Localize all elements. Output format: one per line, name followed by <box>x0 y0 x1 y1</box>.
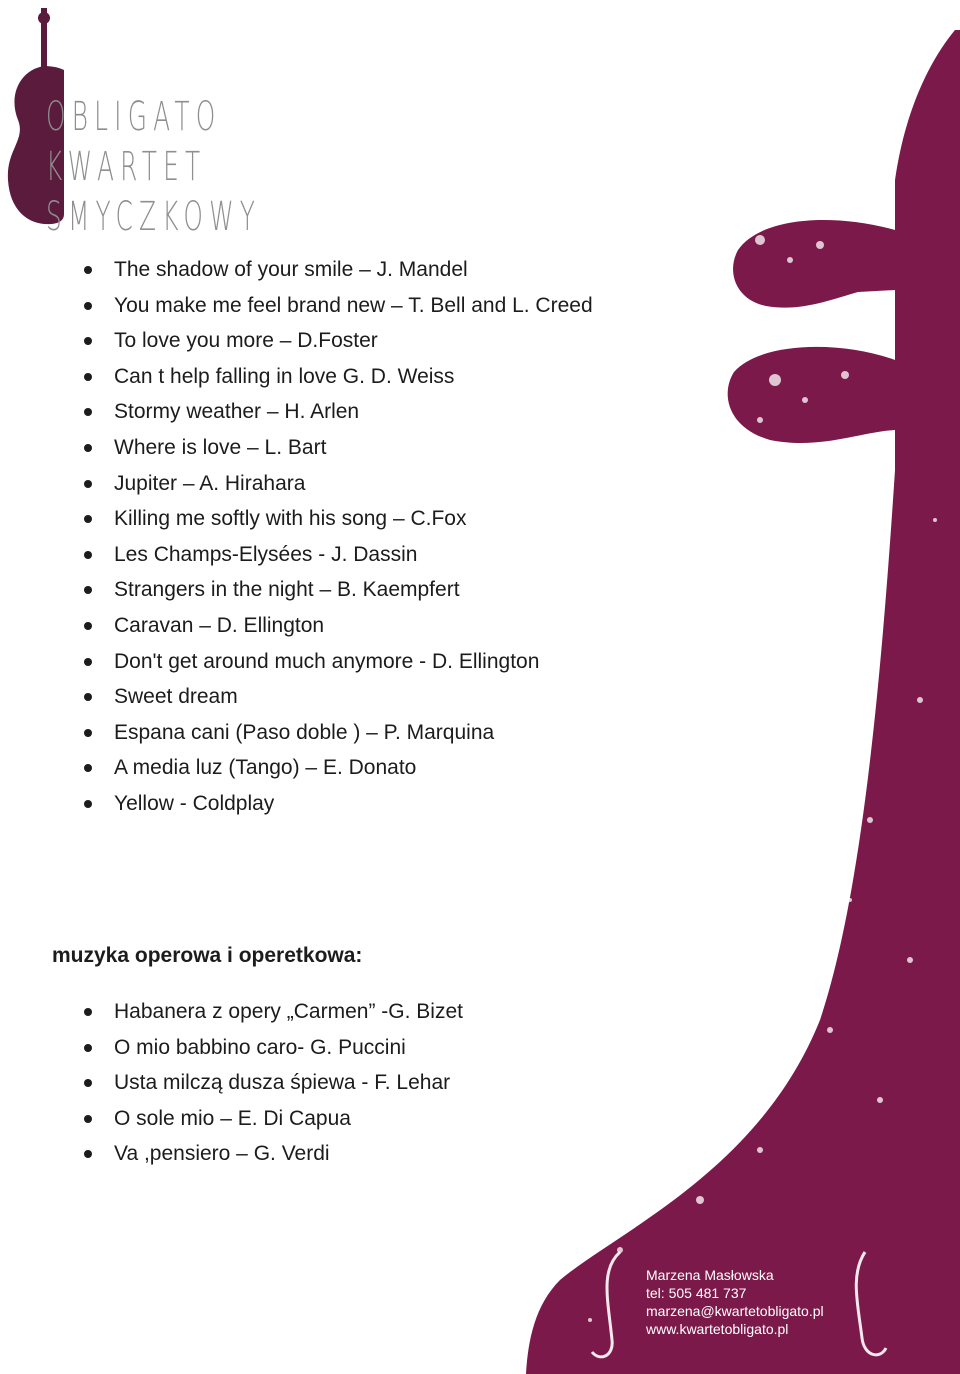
list-item-text: O mio babbino caro- G. Puccini <box>114 1035 406 1059</box>
bullet-icon <box>84 1150 92 1158</box>
repertoire-list <box>84 252 593 822</box>
list-item <box>84 994 463 1030</box>
list-item-text: Don't get around much anymore - D. Ellington <box>114 649 540 673</box>
list-item-text: Usta milczą dusza śpiewa - F. Lehar <box>114 1071 451 1095</box>
bullet-icon <box>84 622 92 630</box>
bullet-icon <box>84 1115 92 1123</box>
bullet-icon <box>84 1044 92 1052</box>
list-item-text: Stormy weather – H. Arlen <box>114 400 360 424</box>
list-item <box>84 430 593 466</box>
list-item-text: Strangers in the night – B. Kaempfert <box>114 578 460 602</box>
list-item <box>84 252 593 288</box>
list-item <box>84 501 593 537</box>
list-item-text: To love you more – D.Foster <box>114 329 378 353</box>
bullet-icon <box>84 764 92 772</box>
list-item-text: The shadow of your smile – J. Mandel <box>114 258 468 281</box>
section-heading: muzyka operowa i operetkowa: <box>52 944 363 967</box>
logo-line-1: OBLIGATO <box>46 94 222 140</box>
bullet-icon <box>84 480 92 488</box>
bullet-icon <box>84 373 92 381</box>
bullet-icon <box>84 658 92 666</box>
logo-line-3: SMYCZKOWY <box>46 194 262 240</box>
bullet-icon <box>84 337 92 345</box>
bullet-icon <box>84 729 92 737</box>
list-item <box>84 1136 463 1172</box>
list-item-text: You make me feel brand new – T. Bell and L. Creed <box>114 293 593 317</box>
bullet-icon <box>84 408 92 416</box>
list-item <box>84 394 593 430</box>
list-item-text: Sweet dream <box>114 685 238 709</box>
contact-block <box>646 1266 824 1338</box>
list-item <box>84 359 593 395</box>
list-item <box>84 572 593 608</box>
bullet-icon <box>84 444 92 452</box>
list-item <box>84 1065 463 1101</box>
list-item <box>84 537 593 573</box>
contact-website[interactable]: www.kwartetobligato.pl <box>646 1321 789 1337</box>
list-item <box>84 644 593 680</box>
list-item-text: Va ,pensiero – G. Verdi <box>114 1142 330 1166</box>
list-item <box>84 323 593 359</box>
bullet-icon <box>84 302 92 310</box>
logo-line-2: KWARTET <box>46 144 207 190</box>
opera-list <box>84 994 463 1172</box>
bullet-icon <box>84 586 92 594</box>
list-item <box>84 786 593 822</box>
list-item-text: Killing me softly with his song – C.Fox <box>114 507 467 531</box>
list-item <box>84 466 593 502</box>
list-item-text: Habanera z opery „Carmen” -G. Bizet <box>114 1000 463 1023</box>
contact-name: Marzena Masłowska <box>646 1267 774 1283</box>
contact-email[interactable]: marzena@kwartetobligato.pl <box>646 1303 824 1319</box>
list-item-text: A media luz (Tango) – E. Donato <box>114 756 417 780</box>
bullet-icon <box>84 266 92 274</box>
list-item <box>84 608 593 644</box>
bullet-icon <box>84 515 92 523</box>
list-item <box>84 750 593 786</box>
list-item-text: Yellow - Coldplay <box>114 791 275 815</box>
list-item <box>84 1101 463 1137</box>
list-item-text: Jupiter – A. Hirahara <box>114 471 306 495</box>
bullet-icon <box>84 693 92 701</box>
list-item-text: Can t help falling in love G. D. Weiss <box>114 364 455 388</box>
bullet-icon <box>84 1079 92 1087</box>
list-item-text: Caravan – D. Ellington <box>114 613 325 637</box>
logo-wordmark <box>46 92 261 242</box>
contact-phone: tel: 505 481 737 <box>646 1285 747 1301</box>
bullet-icon <box>84 800 92 808</box>
list-item <box>84 679 593 715</box>
list-item <box>84 1030 463 1066</box>
list-item-text: O sole mio – E. Di Capua <box>114 1106 351 1130</box>
list-item-text: Where is love – L. Bart <box>114 435 327 459</box>
list-item-text: Espana cani (Paso doble ) – P. Marquina <box>114 720 495 744</box>
list-item <box>84 715 593 751</box>
bullet-icon <box>84 1008 92 1016</box>
bullet-icon <box>84 551 92 559</box>
list-item <box>84 288 593 324</box>
list-item-text: Les Champs-Elysées - J. Dassin <box>114 542 418 566</box>
